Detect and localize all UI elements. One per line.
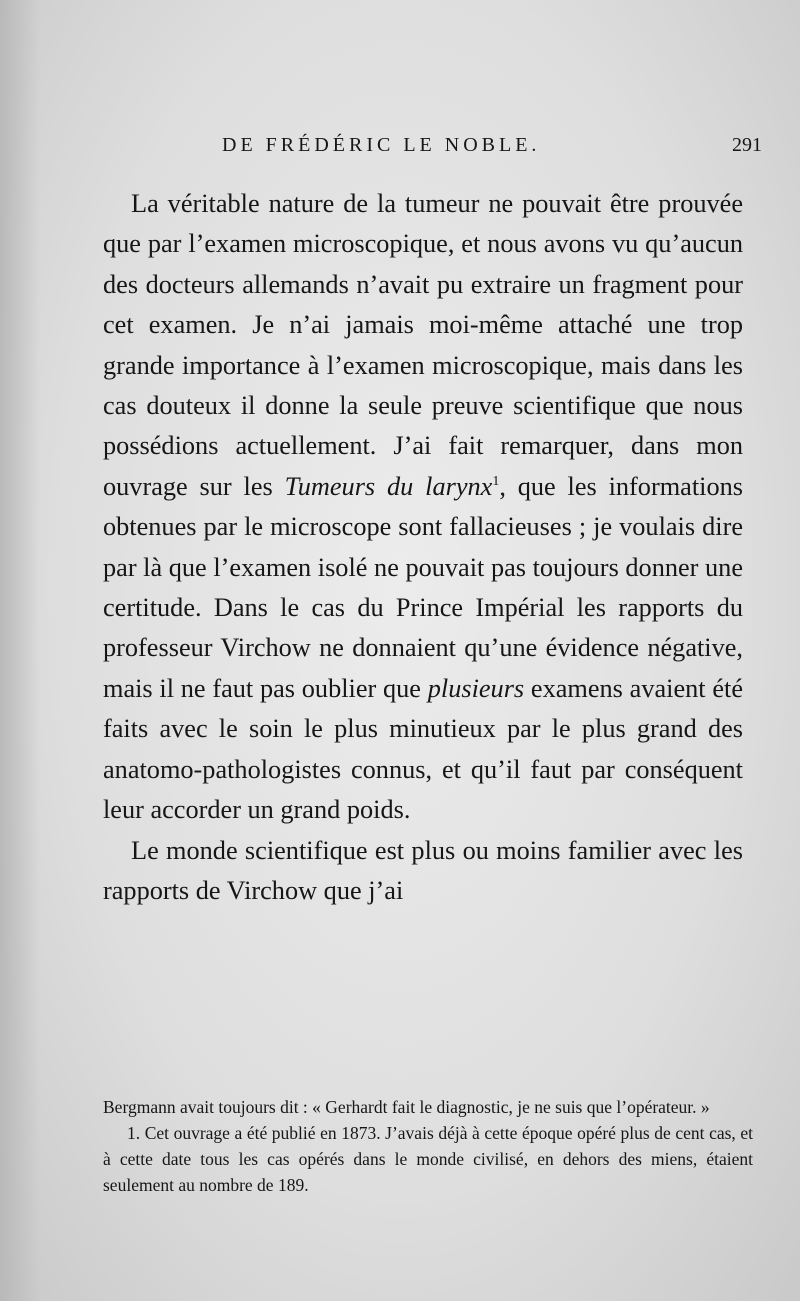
running-head xyxy=(222,134,762,166)
paragraph-1-text-a: La véritable nature de la tumeur ne pouvait être prouvée que par l’examen microscopique, et nous avons vu qu’aucun des docteurs allemands n’avait pu extraire un fragment pour cet examen. Je n’ai jamais moi-même attaché une trop grande importance à l’examen microscopique, mais dans les cas douteux il donne la seule preuve scientifique que nous possédions actuellement. J’ai fait remarquer, dans mon ouvrage sur les xyxy=(103,189,743,501)
body-text xyxy=(103,184,743,911)
paragraph-1-text-b: , que les informations obtenues par le microscope sont fallacieuses ; je voulais dire par là que l’examen isolé ne pouvait pas toujours donner une certitude. Dans le cas du Prince Impérial les rapports du professeur Virchow ne donnaient qu’une évidence négative, mais il ne faut pas oublier que xyxy=(103,471,743,703)
paragraph-1-text-c: examens avaient été faits avec le soin le plus minutieux par le plus grand des anatomo-pathologistes connus, et qu’il faut par conséquent leur accorder un grand poids. xyxy=(103,673,743,825)
footnote-reference: 1 xyxy=(492,473,500,489)
emphasis-italic: plusieurs xyxy=(427,673,525,703)
book-title-italic: Tumeurs du larynx xyxy=(284,471,493,501)
page-number: 291 xyxy=(732,134,762,156)
page-gutter-shadow xyxy=(0,0,40,1301)
footnote-continued: Bergmann avait toujours dit : « Gerhardt fait le diagnostic, je ne suis que l’opérateur. » xyxy=(103,1097,710,1117)
footnotes xyxy=(103,1094,753,1198)
paragraph-2: Le monde scientifique est plus ou moins familier avec les rapports de Virchow que j’ai xyxy=(103,835,743,905)
paragraph-1 xyxy=(103,184,743,831)
footnote-1: 1. Cet ouvrage a été publié en 1873. J’avais déjà à cette époque opéré plus de cent cas, et à cette date tous les cas opérés dans le monde civilisé, en dehors des miens, étaient seulement au nombre de 189. xyxy=(103,1123,753,1195)
running-title: DE FRÉDÉRIC LE NOBLE. xyxy=(222,134,541,156)
